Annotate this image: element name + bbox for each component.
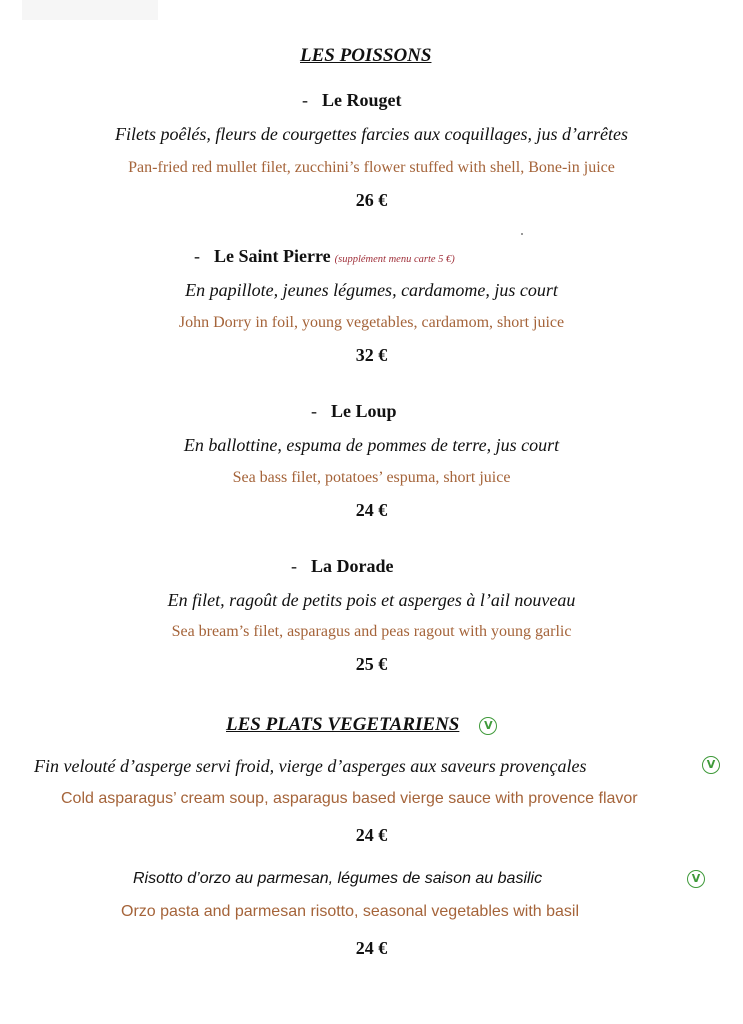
dish-price: 25 € bbox=[355, 654, 388, 674]
dish-description-fr: En papillote, jeunes légumes, cardamome, jus court bbox=[185, 280, 558, 300]
dish-description-en: Sea bream’s filet, asparagus and peas ragout with young garlic bbox=[171, 623, 572, 640]
dish-dash: - bbox=[194, 246, 200, 266]
dish-description-en: Cold asparagus’ cream soup, asparagus based vierge sauce with provence flavor bbox=[61, 790, 638, 807]
dish-price: 24 € bbox=[355, 938, 388, 958]
dish-description-fr: Risotto d’orzo au parmesan, légumes de saison au basilic bbox=[133, 870, 543, 887]
dish-description-en: John Dorry in foil, young vegetables, cardamom, short juice bbox=[178, 314, 565, 331]
dish-dash: - bbox=[302, 90, 308, 110]
dish-title-saint-pierre bbox=[194, 246, 455, 267]
dish-description-fr: En filet, ragoût de petits pois et asperges à l’ail nouveau bbox=[167, 590, 576, 610]
section-title-vegetariens: LES PLATS VEGETARIENS bbox=[226, 714, 460, 735]
dish-name: Le Saint Pierre bbox=[214, 246, 331, 266]
dish-name: La Dorade bbox=[311, 556, 394, 576]
supplement-note: (supplément menu carte 5 €) bbox=[334, 254, 455, 265]
dish-description-fr: En ballottine, espuma de pommes de terre, jus court bbox=[183, 435, 560, 455]
section-header-vegetariens bbox=[226, 714, 497, 736]
dish-title-rouget bbox=[302, 90, 402, 111]
dish-price: 32 € bbox=[355, 345, 388, 365]
dish-dash: - bbox=[311, 401, 317, 421]
dish-price: 26 € bbox=[355, 190, 388, 210]
dish-dash: - bbox=[291, 556, 297, 576]
vegetarian-icon: V bbox=[687, 870, 705, 888]
dish-price: 24 € bbox=[355, 500, 388, 520]
dish-description-fr: Filets poêlés, fleurs de courgettes farcies aux coquillages, jus d’arrêtes bbox=[114, 124, 629, 144]
top-left-smudge bbox=[22, 0, 158, 20]
dish-description-fr: Fin velouté d’asperge servi froid, vierge d’asperges aux saveurs provençales bbox=[34, 756, 587, 776]
dish-description-en: Sea bass filet, potatoes’ espuma, short juice bbox=[232, 469, 511, 486]
dish-name: Le Loup bbox=[331, 401, 397, 421]
dish-description-en: Pan-fried red mullet filet, zucchini’s flower stuffed with shell, Bone-in juice bbox=[128, 159, 615, 176]
section-title-poissons: LES POISSONS bbox=[300, 45, 432, 66]
dish-price: 24 € bbox=[355, 825, 388, 845]
dish-name: Le Rouget bbox=[322, 90, 402, 110]
dish-title-loup bbox=[311, 401, 397, 422]
dish-description-en: Orzo pasta and parmesan risotto, seasonal vegetables with basil bbox=[121, 903, 580, 920]
vegetarian-icon: V bbox=[479, 717, 497, 735]
stray-dot bbox=[521, 233, 523, 235]
vegetarian-icon: V bbox=[702, 756, 720, 774]
dish-title-dorade bbox=[291, 556, 394, 577]
